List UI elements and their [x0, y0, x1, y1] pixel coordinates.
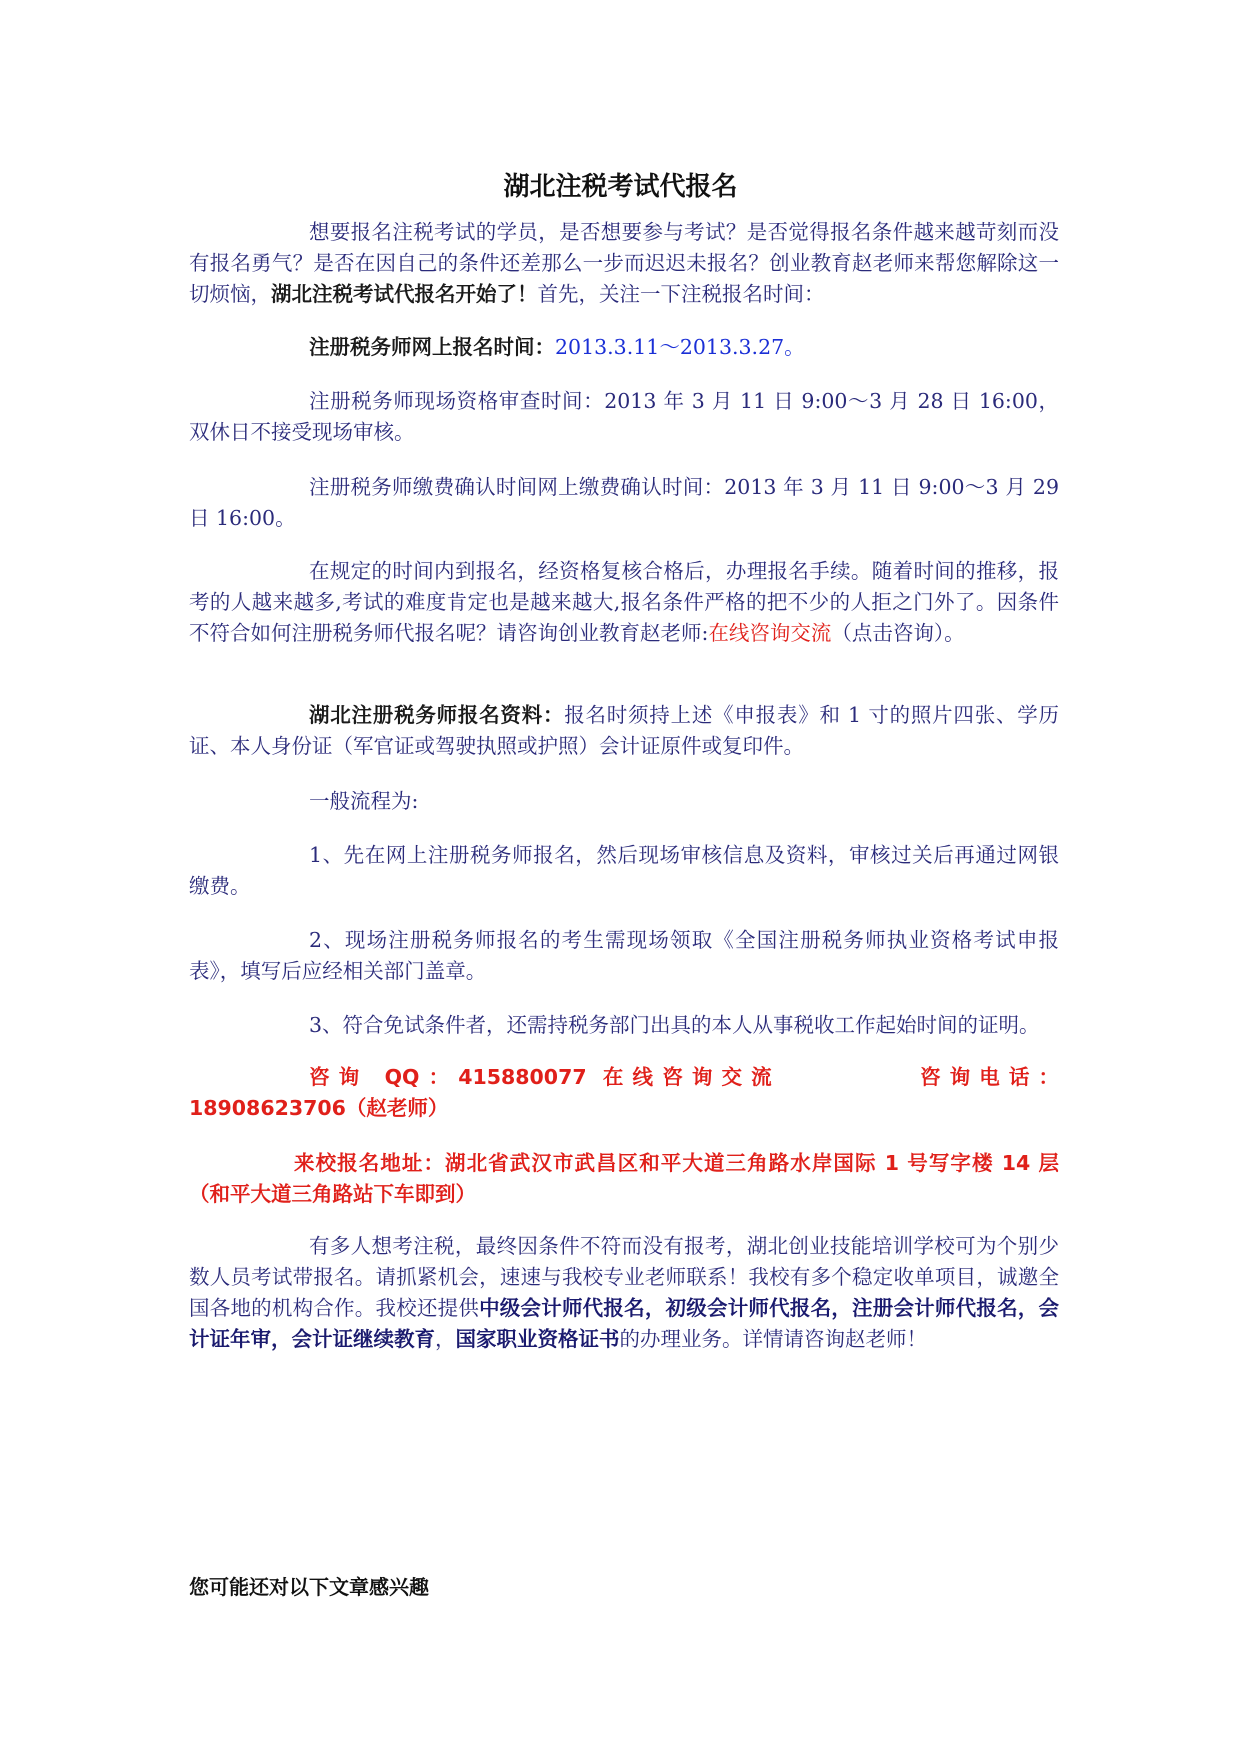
online-consult-link[interactable]: 在线咨询交流 [708, 621, 832, 645]
payment-confirm-paragraph: 注册税务师缴费确认时间网上缴费确认时间：2013 年 3 月 11 日 9:00～3 月 29 日 16:00。 [189, 475, 1059, 530]
closing-text-3: 的办理业务。详情请咨询赵老师！ [619, 1327, 927, 1351]
related-articles-heading: 您可能还对以下文章感兴趣 [189, 1575, 429, 1599]
notice-text-2: （点击咨询）。 [831, 621, 965, 645]
closing-certificate-bold[interactable]: 国家职业资格证书 [455, 1327, 620, 1351]
closing-text-1: 有多人想考注税，最终因条件不符而没有报考，湖北创业技能培训学校可为个别少数人员考试带报名。请抓紧机会，速速与我校专业老师联系！我校有多个稳定收单项目，诚邀全国各地的机构合作。我校还提供 [189, 1234, 1059, 1320]
contact-online-link[interactable]: 在线咨询交流 [602, 1065, 781, 1089]
process-step-1: 1、先在网上注册税务师报名，然后现场审核信息及资料，审核过关后再通过网银缴费。 [189, 843, 1059, 898]
page-title: 湖北注税考试代报名 [503, 172, 738, 202]
closing-services-bold[interactable]: 中级会计师代报名，初级会计师代报名，注册会计师代报名，会计证年审，会计证继续教育 [189, 1296, 1060, 1351]
materials-label: 湖北注册税务师报名资料： [309, 703, 565, 727]
materials-text: 报名时须持上述《申报表》和 1 寸的照片四张、学历证、本人身份证（军官证或驾驶执照或护照）会计证原件或复印件。 [189, 703, 1059, 758]
online-registration-time [189, 332, 1059, 363]
intro-text-1: 想要报名注税考试的学员，是否想要参与考试？是否觉得报名条件越来越苛刻而没有报名勇气？是否在因自己的条件还差那么一步而迟迟未报名？创业教育赵老师来帮您解除这一切烦恼， [189, 220, 1059, 306]
notice-paragraph [189, 556, 1059, 649]
closing-text-2: ， [435, 1327, 456, 1351]
contact-paragraph [189, 1062, 1059, 1124]
intro-paragraph [189, 217, 1059, 310]
closing-paragraph [189, 1231, 1059, 1355]
notice-text-1: 在规定的时间内到报名，经资格复核合格后，办理报名手续。随着时间的推移，报考的人越来越多,考试的难度肯定也是越来越大,报名条件严格的把不少的人拒之门外了。因条件不符合如何注册税务师代报名呢？请咨询创业教育赵老师: [189, 559, 1059, 645]
contact-phone: 咨询电话：18908623706（赵老师） [189, 1065, 1060, 1120]
address-paragraph: 来校报名地址：湖北省武汉市武昌区和平大道三角路水岸国际 1 号写字楼 14 层（和平大道三角路站下车即到） [189, 1151, 1059, 1206]
process-step-3: 3、符合免试条件者，还需持税务部门出具的本人从事税收工作起始时间的证明。 [309, 1013, 1040, 1037]
online-time-value: 2013.3.11～2013.3.27。 [555, 335, 805, 359]
process-heading: 一般流程为: [309, 789, 419, 813]
materials-paragraph [189, 700, 1059, 762]
intro-bold-announcement: 湖北注税考试代报名开始了！ [271, 282, 538, 306]
onsite-review-paragraph: 注册税务师现场资格审查时间：2013 年 3 月 11 日 9:00～3 月 28 日 16:00，双休日不接受现场审核。 [189, 389, 1059, 444]
process-step-2: 2、现场注册税务师报名的考生需现场领取《全国注册税务师执业资格考试申报表》，填写后应经相关部门盖章。 [189, 928, 1059, 983]
contact-qq: 咨询 QQ：415880077 [309, 1065, 587, 1089]
online-time-label: 注册税务师网上报名时间： [309, 335, 555, 359]
intro-text-2: 首先，关注一下注税报名时间： [537, 282, 825, 306]
